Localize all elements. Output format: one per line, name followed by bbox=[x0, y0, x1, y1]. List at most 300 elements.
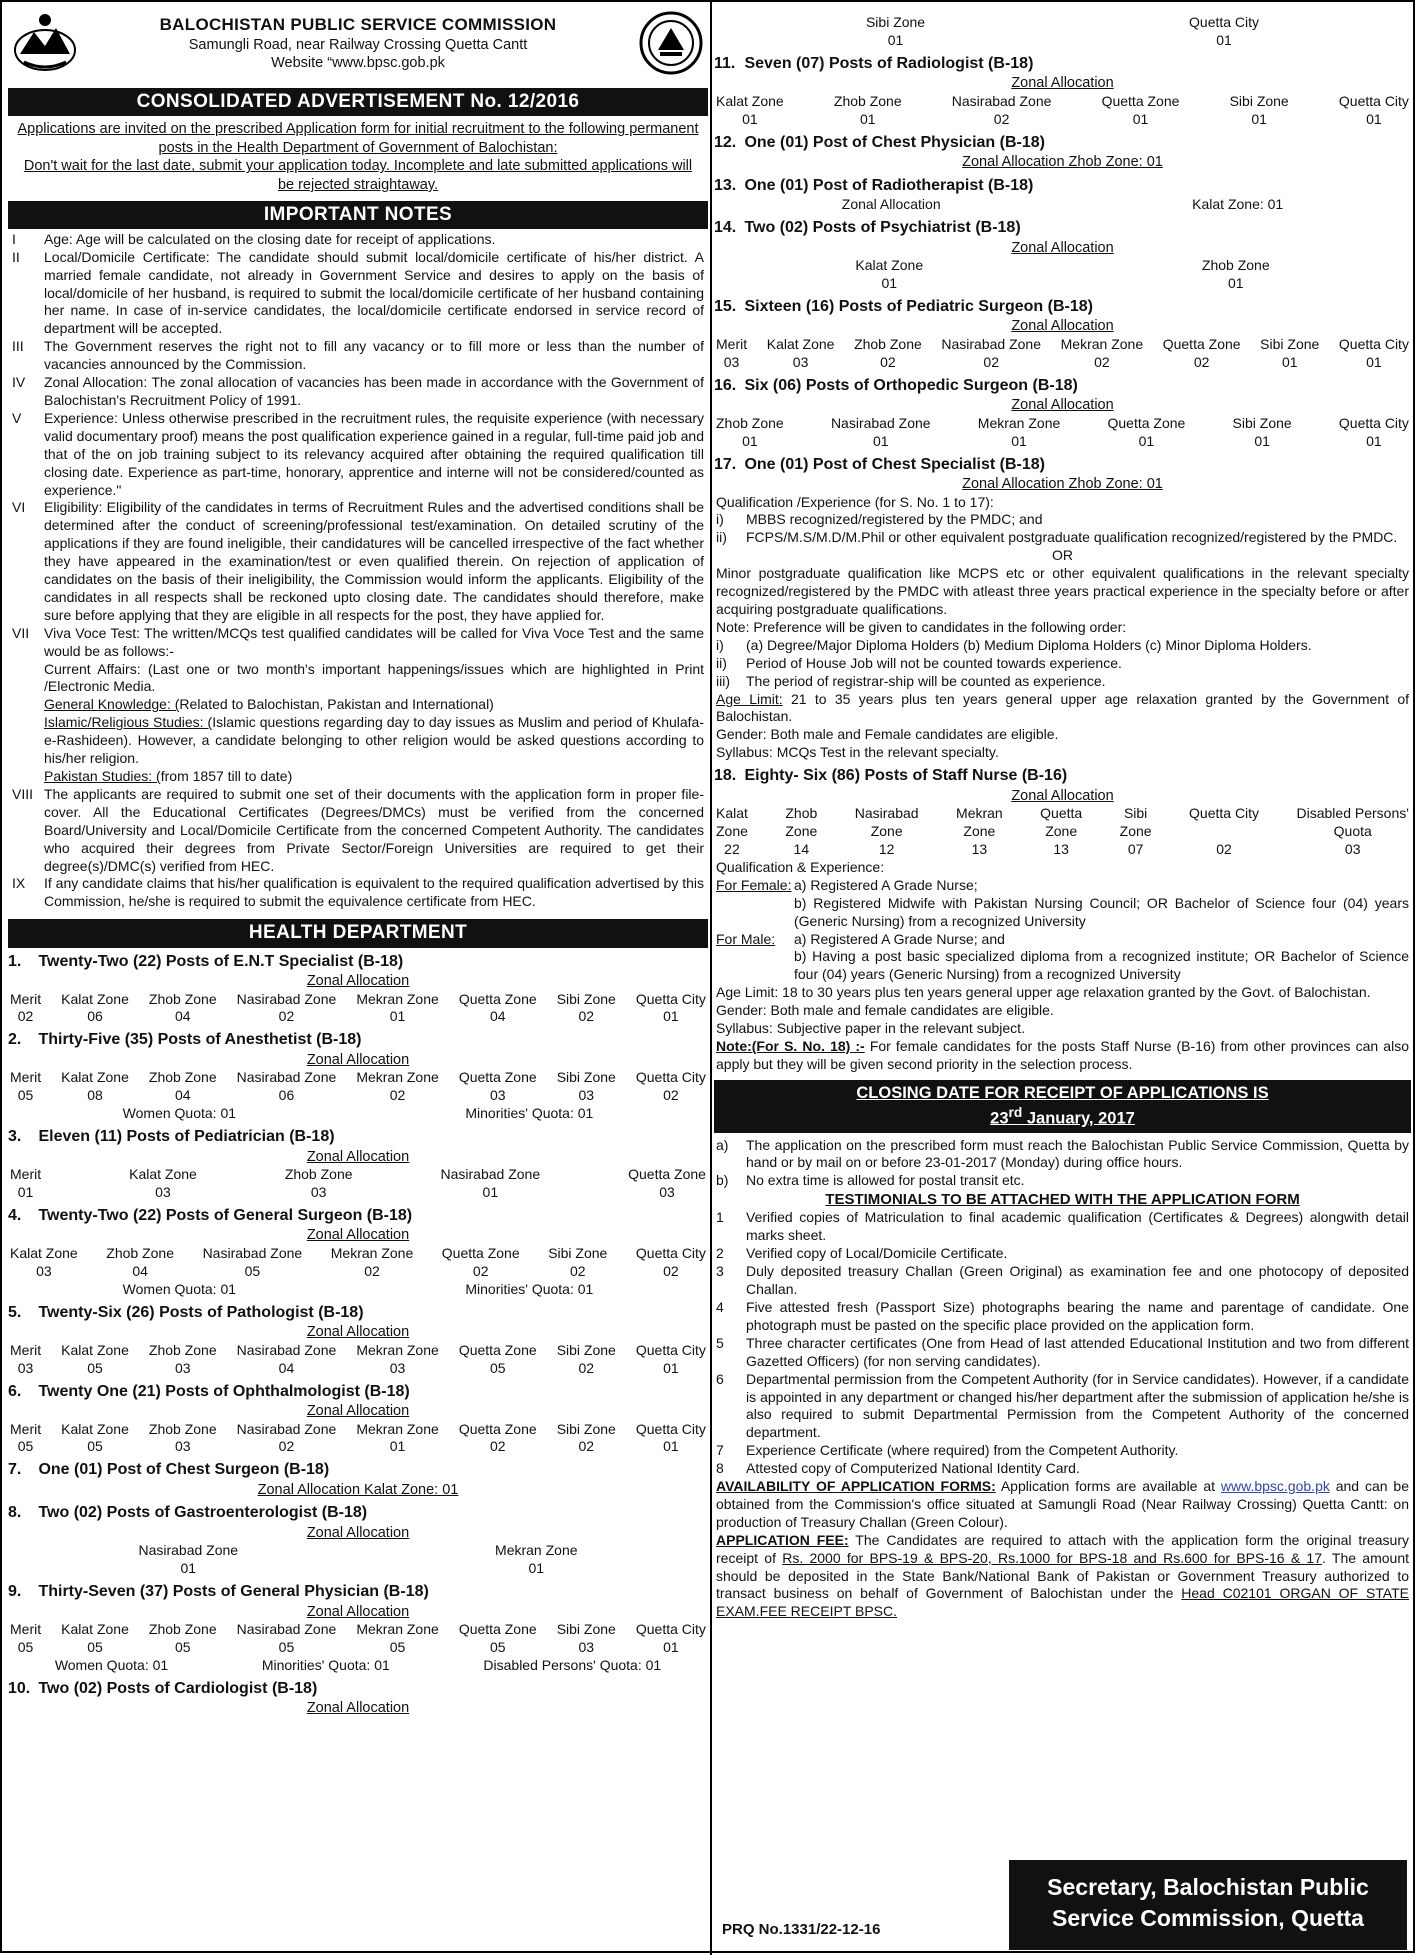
zone-name: Sibi Zone bbox=[556, 990, 616, 1007]
post-title bbox=[714, 218, 1411, 238]
post-name: Two (02) Posts of Gastroenterologist (B-18) bbox=[38, 1504, 368, 1522]
availability bbox=[714, 1478, 1411, 1532]
zone-cell bbox=[61, 1342, 129, 1378]
zone-cell bbox=[106, 1245, 174, 1281]
list-item bbox=[716, 1371, 1409, 1443]
post-number: 11. bbox=[714, 54, 736, 72]
zone-cell bbox=[636, 1245, 706, 1281]
zone-name: Kalat Zone bbox=[129, 1166, 197, 1183]
zone-count: 02 bbox=[578, 1008, 595, 1025]
zone-count: 02 bbox=[880, 353, 896, 370]
quota-item: Minorities' Quota: 01 bbox=[465, 1105, 594, 1122]
zone-count: 01 bbox=[881, 274, 898, 291]
zone-name-2: Zone bbox=[870, 823, 903, 840]
zone-name-1: Sibi bbox=[1123, 805, 1148, 822]
post-number: 15. bbox=[714, 297, 737, 315]
zone-row bbox=[8, 991, 708, 1027]
note-number: II bbox=[12, 248, 20, 265]
zone-count: 03 bbox=[578, 1087, 595, 1104]
zone-name-2: Quota bbox=[1333, 823, 1372, 840]
note-number: III bbox=[12, 338, 24, 355]
zone-name: Zhob Zone bbox=[716, 414, 784, 431]
zone-count: 01 bbox=[17, 1184, 34, 1201]
zone-cell bbox=[1339, 415, 1409, 451]
zone-cell bbox=[1339, 336, 1409, 372]
zone-name: Mekran Zone bbox=[977, 414, 1061, 431]
male-a: a) Registered A Grade Nurse; and bbox=[794, 930, 1005, 947]
zone-name: Quetta Zone bbox=[441, 1244, 520, 1261]
zone-name: Sibi Zone bbox=[556, 1621, 616, 1638]
zone-count: 02 bbox=[278, 1438, 295, 1455]
zone-name: Nasirabad Zone bbox=[236, 1069, 337, 1086]
zone-cell bbox=[636, 991, 706, 1027]
note-number: VIII bbox=[12, 785, 34, 802]
note-item bbox=[12, 499, 704, 624]
zone-name: Zhob Zone bbox=[854, 335, 922, 352]
zone-cell bbox=[636, 1621, 706, 1657]
nurse-syllabus: Syllabus: Subjective paper in the relevant subject. bbox=[716, 1020, 1025, 1037]
zone-count: 01 bbox=[1251, 110, 1267, 127]
age-text: 21 to 35 years plus ten years general upper age relaxation granted by the Government of Balochistan. bbox=[716, 690, 1409, 725]
zone-count: 02 bbox=[663, 1087, 679, 1104]
qual-minor: Minor postgraduate qualification like MCPS etc or other equivalent qualifications in the relevant specialty recognized/registered by the PMDC with atleast three years practical experience in the specialty before or after acquiring postgraduate qualifications. bbox=[716, 565, 1409, 617]
fee-head: Head C02101 ORGAN OF STATE EXAM.FEE RECEIPT BPSC. bbox=[716, 1585, 1409, 1620]
zone-cell bbox=[149, 1069, 217, 1105]
zone-name: Kalat Zone bbox=[61, 1069, 129, 1086]
zone-cell bbox=[237, 1069, 337, 1105]
item-number: 8 bbox=[716, 1460, 724, 1477]
zone-count: 01 bbox=[887, 31, 904, 48]
zone-count: 01 bbox=[1366, 432, 1382, 449]
zone-count: 04 bbox=[278, 1359, 295, 1376]
gender-text: Gender: Both male and Female candidates are eligible. bbox=[716, 726, 1059, 743]
zone-count: 02 bbox=[1094, 353, 1110, 370]
post-number: 12. bbox=[714, 133, 737, 151]
islamic-text: Islamic questions regarding day to day issues as Muslim and period of Khulafa-e-Rashideen). However, a candidate belonging to other religion would be asked questions according to his/her religion. bbox=[44, 714, 704, 767]
zone-row bbox=[8, 1621, 708, 1657]
zone-cell bbox=[10, 991, 41, 1027]
item-number: 3 bbox=[716, 1263, 724, 1280]
zone-name: Sibi Zone bbox=[556, 1420, 616, 1437]
note-text: Local/Domicile Certificate: The candidate should submit local/domicile certificate of his/her district. A married female candidate, not already in Government Service and desires to apply on the basis of local/domicile of her husband, is required to submit the local/domicile certificate of her husband containing her name. In case of in-service candidates, the local/domicile certificate endorsed in service record of department will be accepted. bbox=[44, 248, 704, 337]
female-a: a) Registered A Grade Nurse; bbox=[794, 876, 978, 893]
zone-cell bbox=[557, 1342, 616, 1378]
notes-title: IMPORTANT NOTES bbox=[8, 201, 708, 229]
zone-name-2: Zone bbox=[963, 823, 996, 840]
secretary-box bbox=[1009, 1860, 1407, 1950]
zone-name: Merit bbox=[10, 990, 42, 1007]
zone-name: Quetta City bbox=[635, 1420, 706, 1437]
post-title bbox=[714, 455, 1411, 475]
zone-cell bbox=[628, 1166, 706, 1202]
zone-cell bbox=[495, 1542, 577, 1578]
nurse-zones bbox=[714, 805, 1411, 859]
post-name: Two (02) Posts of Cardiologist (B-18) bbox=[38, 1679, 318, 1697]
zone-cell bbox=[1163, 336, 1241, 372]
zone-cell bbox=[331, 1245, 413, 1281]
zone-row bbox=[8, 1421, 708, 1457]
post-name: Twenty One (21) Posts of Ophthalmologist (B-18) bbox=[38, 1382, 410, 1400]
note-text: Eligibility: Eligibility of the candidates in terms of Recruitment Rules and the advertised conditions shall be determined after the conduct of screening/professional test/examination. On detailed scrutiny of the applications if they are found ineligible, their candidatures will be cancelled irrespective of the fact whether they have appeared in the examination/test or even qualified therein. On rejection of application of candidates on the basis of their ineligibility, the Commission would inform the applicants. Eligibility of the candidates in all respects shall be reckoned upto closing date. The candidates should therefore, make sure before applying that they are eligible in all respects for the post, they have applied for. bbox=[44, 499, 704, 623]
zone-name-1: Nasirabad bbox=[854, 805, 919, 822]
zone-count: 05 bbox=[174, 1639, 191, 1656]
zone-name: Mekran Zone bbox=[330, 1244, 414, 1261]
cardiologist-zones bbox=[714, 6, 1411, 50]
zone-name: Kalat Zone bbox=[766, 335, 835, 352]
zonal-allocation-label: Zonal Allocation bbox=[1011, 397, 1114, 414]
current-affairs: Current Affairs: (Last one or two month's important happenings/issues which are highlighted in Print /Electronic Media. bbox=[44, 660, 704, 695]
zone-cell bbox=[855, 805, 919, 859]
zone-name: Zhob Zone bbox=[284, 1166, 353, 1183]
zone-cell bbox=[716, 805, 748, 859]
zonal-allocation-label: Zonal Allocation bbox=[306, 1148, 410, 1165]
column-divider bbox=[710, 2, 712, 1955]
zone-name: Kalat Zone bbox=[61, 1341, 129, 1358]
zone-name: Kalat Zone bbox=[10, 1244, 78, 1261]
note-text: Age: Age will be calculated on the closing date for receipt of applications. bbox=[44, 230, 496, 247]
zonal-allocation-inline: Zonal Allocation Zhob Zone: 01 bbox=[962, 154, 1163, 171]
zone-name: Mekran Zone bbox=[356, 1420, 439, 1437]
item-number: 4 bbox=[716, 1298, 724, 1315]
zone-name: Quetta City bbox=[1338, 92, 1409, 109]
zone-name: Quetta Zone bbox=[458, 1420, 537, 1437]
pref-i: (a) Degree/Major Diploma Holders (b) Medium Diploma Holders (c) Minor Diploma Holders. bbox=[746, 636, 1312, 653]
post-name: Six (06) Posts of Orthopedic Surgeon (B-18) bbox=[744, 376, 1078, 394]
zone-name-1: Quetta City bbox=[1189, 805, 1260, 822]
zone-cell bbox=[61, 1421, 129, 1457]
zone-cell bbox=[1107, 415, 1185, 451]
note-item bbox=[12, 410, 704, 500]
zone-name: Quetta Zone bbox=[1162, 335, 1241, 352]
zone-cell bbox=[10, 1342, 41, 1378]
zone-count: 01 bbox=[872, 432, 889, 449]
zone-name-1: Kalat bbox=[716, 805, 748, 822]
closing-notes bbox=[714, 1133, 1411, 1191]
list-item bbox=[716, 1299, 1409, 1335]
zone-count: 01 bbox=[663, 1008, 679, 1025]
pref-iii: The period of registrar-ship will be counted as experience. bbox=[746, 672, 1106, 689]
zonal-allocation-label: Zonal Allocation bbox=[306, 1051, 410, 1068]
zone-cell bbox=[459, 1421, 537, 1457]
zone-count: 02 bbox=[472, 1262, 489, 1279]
zone-name: Nasirabad Zone bbox=[236, 1621, 337, 1638]
zone-cell bbox=[149, 1421, 217, 1457]
zone-count: 03 bbox=[310, 1184, 327, 1201]
zone-name: Merit bbox=[10, 1420, 42, 1437]
zone-count: 01 bbox=[663, 1438, 679, 1455]
post-name: One (01) Post of Radiotherapist (B-18) bbox=[744, 176, 1034, 194]
zone-cell bbox=[441, 1166, 541, 1202]
zone-count: 01 bbox=[389, 1008, 406, 1025]
qual-or: OR bbox=[1052, 547, 1073, 564]
post-title-18 bbox=[714, 766, 1411, 786]
advert-title: CONSOLIDATED ADVERTISEMENT No. 12/2016 bbox=[8, 88, 708, 116]
zone-count: 03 bbox=[17, 1359, 34, 1376]
quota-row bbox=[8, 1105, 708, 1123]
zone-cell bbox=[831, 415, 931, 451]
intro-line-1: Applications are invited on the prescribed Application form for initial recruitment to the following permanent posts in the Health Department of Government of Balochistan: bbox=[17, 121, 699, 156]
post-title bbox=[714, 133, 1411, 153]
prq-number: PRQ No.1331/22-12-16 bbox=[722, 1921, 881, 1938]
nurse-gender: Gender: Both male and female candidates are eligible. bbox=[716, 1002, 1054, 1019]
zone-cell bbox=[149, 991, 217, 1027]
nurse-age: Age Limit: 18 to 30 years plus ten years general upper age relaxation granted by the Govt. of Balochistan. bbox=[716, 984, 1371, 1001]
list-item bbox=[716, 1263, 1409, 1299]
post-number: 4. bbox=[8, 1206, 22, 1224]
zonal-allocation-label: Zonal Allocation bbox=[1011, 239, 1114, 256]
post-number: 18. bbox=[714, 767, 737, 785]
zone-count: 02 bbox=[1193, 353, 1210, 370]
post-title bbox=[714, 54, 1411, 74]
post-title bbox=[8, 1127, 708, 1147]
syllabus-text: Syllabus: MCQs Test in the relevant specialty. bbox=[716, 744, 999, 761]
post-name: Eighty- Six (86) Posts of Staff Nurse (B-16) bbox=[744, 767, 1068, 785]
zonal-allocation-label: Zonal Allocation bbox=[1011, 75, 1114, 92]
zone-cell bbox=[854, 336, 922, 372]
zone-name: Quetta Zone bbox=[1107, 414, 1186, 431]
post-number: 2. bbox=[8, 1031, 22, 1049]
zone-cell bbox=[548, 1245, 607, 1281]
org-address: Samungli Road, near Railway Crossing Quetta Cantt bbox=[188, 36, 528, 53]
zone-name: Merit bbox=[716, 335, 748, 352]
zone-cell bbox=[356, 1621, 438, 1657]
zone-name-1: Zhob bbox=[785, 805, 818, 822]
post-name: Two (02) Posts of Psychiatrist (B-18) bbox=[744, 219, 1021, 237]
zone-count: 02 bbox=[578, 1438, 595, 1455]
zone-count: 12 bbox=[878, 841, 895, 858]
zone-cell bbox=[866, 14, 925, 50]
zone-count: 01 bbox=[482, 1184, 499, 1201]
item-number: 5 bbox=[716, 1334, 724, 1351]
note-item bbox=[12, 374, 704, 410]
note-text: Zonal Allocation: The zonal allocation of vacancies has been made in accordance with the Government of Balochistan's Recruitment Policy of 1991. bbox=[44, 374, 704, 408]
post-number: 13. bbox=[714, 176, 737, 194]
zone-cell bbox=[716, 93, 784, 129]
pak-studies-text: from 1857 till to date) bbox=[160, 768, 293, 784]
zone-cell bbox=[356, 1069, 438, 1105]
zone-count: 08 bbox=[87, 1087, 103, 1104]
zone-name: Nasirabad Zone bbox=[236, 990, 337, 1007]
zone-count: 05 bbox=[87, 1359, 103, 1376]
zone-cell bbox=[855, 257, 923, 293]
note-text: The applicants are required to submit one set of their documents with the application form in proper file-cover. All the Educational Certificates (Degrees/DMCs) must be verified from the concerned Board/University and Local/Domicile Certificate from the concerned Competent Authority. The candidates who acquired their degrees from Private Sector/Foreign Universities are required to get their degree(s)/DMC(s) verified from HEC. bbox=[44, 785, 704, 874]
zone-name: Quetta City bbox=[1338, 335, 1409, 352]
item-number: 7 bbox=[716, 1442, 724, 1459]
note-item bbox=[12, 249, 704, 339]
post-number: 8. bbox=[8, 1504, 22, 1522]
zone-name: Mekran Zone bbox=[356, 990, 439, 1007]
zone-cell bbox=[10, 1421, 41, 1457]
zone-name: Zhob Zone bbox=[148, 990, 217, 1007]
zone-cell bbox=[61, 991, 129, 1027]
islamic-heading: Islamic/Religious Studies: ( bbox=[44, 714, 213, 731]
zone-name: Kalat Zone bbox=[61, 1420, 129, 1437]
zone-cell bbox=[10, 1166, 41, 1202]
zone-name: Quetta City bbox=[635, 1244, 706, 1261]
posts-list-right bbox=[714, 54, 1411, 494]
zone-cell bbox=[237, 1342, 337, 1378]
zone-count: 05 bbox=[87, 1639, 103, 1656]
nurse-qualification bbox=[714, 859, 1411, 1074]
post-number: 16. bbox=[714, 376, 737, 394]
zone-name-1: Mekran bbox=[956, 805, 1003, 822]
zone-count: 05 bbox=[17, 1639, 34, 1656]
zone-name-2 bbox=[1189, 823, 1259, 841]
zone-cell bbox=[834, 93, 902, 129]
age-heading: Age Limit: bbox=[716, 690, 783, 707]
zone-cell bbox=[10, 1245, 78, 1281]
bpsc-logo-icon bbox=[12, 10, 78, 76]
zone-cell bbox=[1102, 93, 1180, 129]
zone-count: 03 bbox=[174, 1438, 191, 1455]
zone-count: 02 bbox=[1216, 841, 1232, 858]
zonal-allocation-label: Zonal Allocation bbox=[306, 1700, 410, 1717]
closing-month-year: January, 2017 bbox=[1022, 1109, 1135, 1128]
za-value: Kalat Zone: 01 bbox=[1192, 196, 1284, 213]
post-number: 9. bbox=[8, 1583, 22, 1601]
zone-count: 05 bbox=[244, 1262, 261, 1279]
zone-cell bbox=[149, 1342, 217, 1378]
zone-count: 01 bbox=[742, 110, 758, 127]
zonal-allocation-label: Zonal Allocation bbox=[306, 1227, 410, 1244]
availability-text-1: Application forms are available at bbox=[995, 1478, 1221, 1495]
zone-count: 03 bbox=[723, 353, 740, 370]
post-number: 6. bbox=[8, 1382, 22, 1400]
qual-note: Note: Preference will be given to candidates in the following order: bbox=[716, 618, 1127, 635]
zone-cell bbox=[557, 991, 616, 1027]
zone-count: 01 bbox=[1011, 432, 1027, 449]
zone-count: 01 bbox=[1254, 432, 1270, 449]
zone-count: 02 bbox=[278, 1008, 295, 1025]
fee-heading: APPLICATION FEE: bbox=[716, 1531, 849, 1548]
note-number: IX bbox=[12, 875, 26, 892]
zone-name: Merit bbox=[10, 1621, 42, 1638]
zone-cell bbox=[952, 93, 1052, 129]
availability-text-2: and can be obtained from the Commission's office situated at Samungli Road (Near Railway Crossing) Quetta Cantt: on production of Treasury Challan (Green Colour). bbox=[716, 1478, 1410, 1530]
zone-name: Mekran Zone bbox=[1060, 335, 1144, 352]
post-name: Thirty-Five (35) Posts of Anesthetist (B-18) bbox=[38, 1031, 362, 1049]
zone-count: 06 bbox=[278, 1087, 295, 1104]
zone-cell bbox=[149, 1621, 217, 1657]
post-number: 7. bbox=[8, 1461, 22, 1479]
zonal-allocation-label: Zonal Allocation bbox=[1011, 787, 1114, 804]
zone-cell bbox=[557, 1621, 616, 1657]
za-label: Zonal Allocation bbox=[841, 196, 941, 213]
note-text: The Government reserves the right not to fill any vacancy or to fill more or less than the number of vacancies announced by the Commission. bbox=[44, 338, 704, 373]
zone-count: 01 bbox=[742, 432, 758, 449]
zone-name: Kalat Zone bbox=[61, 1621, 129, 1638]
quota-item: Minorities' Quota: 01 bbox=[465, 1280, 594, 1297]
zone-name: Sibi Zone bbox=[556, 1341, 616, 1358]
zone-cell bbox=[237, 1621, 337, 1657]
zone-cell bbox=[557, 1421, 616, 1457]
zone-name: Sibi Zone bbox=[1260, 335, 1320, 352]
item-text: The application on the prescribed form must reach the Balochistan Public Service Commission, Quetta by hand or by mail on or before 23-01-2017 (Monday) during office hours. bbox=[746, 1136, 1409, 1171]
note-number: I bbox=[12, 230, 16, 247]
zone-count: 06 bbox=[87, 1008, 103, 1025]
zone-row bbox=[8, 1069, 708, 1105]
testimonials-title: TESTIMONIALS TO BE ATTACHED WITH THE APPLICATION FORM bbox=[825, 1191, 1300, 1209]
post-title bbox=[8, 1582, 708, 1602]
zone-cell bbox=[636, 1421, 706, 1457]
org-website: Website “www.bpsc.gob.pk bbox=[271, 55, 445, 72]
post-name: One (01) Post of Chest Surgeon (B-18) bbox=[38, 1461, 330, 1479]
zone-count: 01 bbox=[859, 110, 876, 127]
quota-item: Minorities' Quota: 01 bbox=[261, 1657, 390, 1674]
post-title bbox=[714, 297, 1411, 317]
zone-count: 13 bbox=[1053, 841, 1069, 858]
viva-text: Viva Voce Test: The written/MCQs test qualified candidates will be called for Viva Voce Test and the same would be as follows:- bbox=[44, 624, 704, 659]
zone-cell bbox=[1189, 14, 1259, 50]
post-number: 5. bbox=[8, 1303, 22, 1321]
zone-count: 01 bbox=[528, 1560, 545, 1577]
zone-row bbox=[714, 415, 1411, 451]
zone-row bbox=[714, 336, 1411, 372]
list-item bbox=[716, 1245, 1409, 1263]
zonal-allocation-inline: Zonal Allocation Kalat Zone: 01 bbox=[257, 1481, 459, 1498]
zone-name: Nasirabad Zone bbox=[236, 1420, 337, 1437]
zone-name: Zhob Zone bbox=[148, 1420, 217, 1437]
zone-name: Quetta City bbox=[1338, 414, 1409, 431]
gk-heading: General Knowledge: ( bbox=[44, 696, 180, 713]
item-text: Five attested fresh (Passport Size) photographs bearing the name and parentage of candidate. One photograph must be pasted on the specific place provided on the application form. bbox=[746, 1298, 1409, 1333]
zone-name: Zhob Zone bbox=[1201, 257, 1270, 274]
zone-cell bbox=[767, 336, 835, 372]
zone-count: 05 bbox=[489, 1639, 506, 1656]
zone-row bbox=[8, 1342, 708, 1378]
testimonials-list bbox=[714, 1209, 1411, 1478]
pak-studies-heading: Pakistan Studies: ( bbox=[44, 768, 161, 784]
zone-name: Kalat Zone bbox=[61, 990, 129, 1007]
zone-name: Zhob Zone bbox=[833, 92, 902, 109]
zone-name: Sibi Zone bbox=[1232, 414, 1292, 431]
zone-cell bbox=[356, 991, 438, 1027]
zone-name-1: Disabled Persons' bbox=[1296, 805, 1409, 822]
zone-name: Nasirabad Zone bbox=[951, 92, 1052, 109]
closing-line-1: CLOSING DATE FOR RECEIPT OF APPLICATIONS IS bbox=[856, 1083, 1269, 1102]
note-number: VI bbox=[12, 499, 26, 516]
zone-count: 22 bbox=[724, 841, 740, 858]
zone-name: Merit bbox=[10, 1069, 42, 1086]
zone-count: 03 bbox=[792, 353, 809, 370]
list-item bbox=[716, 1442, 1409, 1460]
zone-count: 13 bbox=[971, 841, 988, 858]
zone-count: 02 bbox=[578, 1359, 595, 1376]
list-item bbox=[716, 1460, 1409, 1478]
posts-list-left bbox=[8, 952, 708, 1718]
zone-count: 01 bbox=[1132, 110, 1149, 127]
zone-name: Quetta Zone bbox=[458, 990, 537, 1007]
note-number: VII bbox=[12, 624, 30, 641]
zone-count: 04 bbox=[174, 1087, 191, 1104]
fee-text-2: . The amount should be deposited in the State Bank/National Bank of Pakistan or Government Treasury authorized to transact business on behalf of Government of Balochistan under the bbox=[716, 1549, 1409, 1602]
quota-item: Women Quota: 01 bbox=[122, 1105, 237, 1122]
zone-count: 03 bbox=[155, 1184, 171, 1201]
note-text: If any candidate claims that his/her qualification is equivalent to the required qualification advertised by this Commission, he/she is required to submit the equivalence certificate from HEC. bbox=[44, 875, 704, 910]
post-title bbox=[8, 1460, 708, 1480]
zone-cell bbox=[636, 1069, 706, 1105]
website-link[interactable]: www.bpsc.gob.pk bbox=[1220, 1478, 1330, 1495]
zone-count: 01 bbox=[663, 1639, 679, 1656]
important-notes bbox=[8, 229, 708, 913]
zone-name: Sibi Zone bbox=[1229, 92, 1289, 109]
zone-cell bbox=[1189, 805, 1259, 859]
zone-name: Kalat Zone bbox=[716, 92, 784, 109]
zone-name: Nasirabad Zone bbox=[138, 1542, 239, 1559]
zone-count: 02 bbox=[663, 1262, 679, 1279]
zone-cell bbox=[459, 1621, 537, 1657]
item-text: Verified copy of Local/Domicile Certificate. bbox=[746, 1245, 1008, 1262]
